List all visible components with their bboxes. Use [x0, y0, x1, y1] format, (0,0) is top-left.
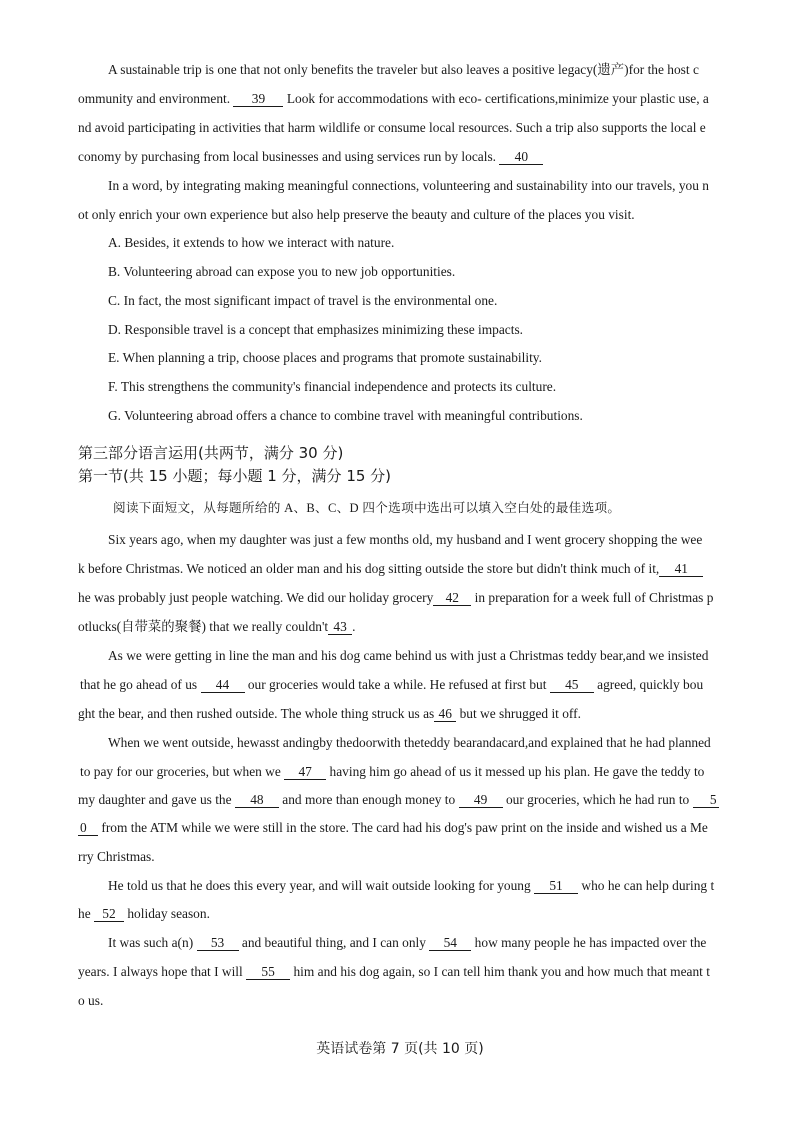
text: and more than enough money to	[282, 792, 456, 807]
text: from the ATM while we were still in the store. The card had his dog's paw print on the inside and wished us a Me	[101, 820, 708, 835]
text: our groceries, which he had run to	[505, 792, 690, 807]
text: conomy by purchasing from local businesses and using services run by locals.	[78, 149, 496, 164]
story-line	[78, 820, 728, 836]
text: o us.	[78, 993, 104, 1008]
story-line	[108, 735, 728, 751]
blank-54[interactable]: 54	[429, 936, 471, 951]
option-g: G. Volunteering abroad offers a chance to combine travel with meaningful contributions.	[108, 408, 583, 423]
text: As we were getting in line the man and his dog came behind us with just a Christmas teddy bear,and we insisted	[108, 648, 709, 663]
text: otlucks(自带菜的聚餐) that we really couldn't	[78, 619, 329, 634]
blank-41[interactable]: 41	[659, 562, 703, 577]
blank-46[interactable]: 46	[434, 707, 456, 722]
subsection-heading: 第一节(共 15 小题；每小题 1 分，满分 15 分)	[78, 467, 392, 485]
text: him and his dog again, so I can tell him thank you and how much that meant t	[293, 964, 710, 979]
story-line	[78, 590, 728, 606]
passage-line	[108, 62, 728, 78]
option-f: F. This strengthens the community's financial independence and protects its culture.	[108, 379, 557, 394]
text: .	[352, 619, 356, 634]
text: rry Christmas.	[78, 849, 155, 864]
blank-40[interactable]: 40	[499, 150, 543, 165]
text: ght the bear, and then rushed outside. The whole thing struck us as	[78, 706, 435, 721]
story-line	[108, 532, 728, 548]
story-line	[78, 619, 728, 635]
story-line	[78, 849, 728, 865]
passage-line	[78, 120, 728, 136]
page-footer: 英语试卷第 7 页(共 10 页)	[316, 1041, 484, 1057]
text: in preparation for a week full of Christmas p	[474, 590, 714, 605]
story-line	[78, 993, 728, 1009]
text: ommunity and environment.	[78, 91, 231, 106]
option-a: A. Besides, it extends to how we interact with nature.	[108, 235, 395, 250]
text: our groceries would take a while. He refused at first but	[247, 677, 547, 692]
text: It was such a(n)	[108, 935, 194, 950]
text: that he go ahead of us	[80, 677, 198, 692]
blank-51[interactable]: 51	[534, 879, 578, 894]
text: In a word, by integrating making meaningful connections, volunteering and sustainability into our travels, you n	[108, 178, 709, 193]
story-line	[108, 878, 728, 894]
blank-55[interactable]: 55	[246, 965, 290, 980]
text: he	[78, 906, 91, 921]
text: A sustainable trip is one that not only benefits the traveler but also leaves a positive legacy(遗产)for the host c	[108, 62, 699, 77]
blank-44[interactable]: 44	[201, 678, 245, 693]
text: and beautiful thing, and I can only	[241, 935, 426, 950]
blank-48[interactable]: 48	[235, 793, 279, 808]
text: ot only enrich your own experience but also help preserve the beauty and culture of the places you visit.	[78, 207, 635, 222]
option-d: D. Responsible travel is a concept that emphasizes minimizing these impacts.	[108, 322, 524, 337]
blank-50-part2[interactable]: 0	[78, 821, 98, 836]
text: holiday season.	[127, 906, 210, 921]
blank-45[interactable]: 45	[550, 678, 594, 693]
story-line	[78, 706, 728, 722]
blank-49[interactable]: 49	[459, 793, 503, 808]
text: Six years ago, when my daughter was just a few months old, my husband and I went grocery shopping the wee	[108, 532, 703, 547]
passage-line	[78, 149, 728, 165]
story-line	[78, 906, 728, 922]
text: He told us that he does this every year, and will wait outside looking for young	[108, 878, 531, 893]
blank-43[interactable]: 43	[328, 620, 352, 635]
blank-42[interactable]: 42	[433, 591, 471, 606]
blank-53[interactable]: 53	[197, 936, 239, 951]
blank-50-part1[interactable]: 5	[693, 793, 719, 808]
story-line	[108, 935, 728, 951]
blank-39[interactable]: 39	[233, 92, 283, 107]
story-line	[80, 764, 730, 780]
text: k before Christmas. We noticed an older man and his dog sitting outside the store but didn't think much of it,	[78, 561, 660, 576]
text: agreed, quickly bou	[597, 677, 704, 692]
text: to pay for our groceries, but when we	[80, 764, 281, 779]
text: but we shrugged it off.	[459, 706, 581, 721]
story-line	[78, 792, 728, 808]
text: he was probably just people watching. We did our holiday grocery	[78, 590, 434, 605]
section-heading: 第三部分语言运用(共两节，满分 30 分)	[78, 444, 344, 462]
text: my daughter and gave us the	[78, 792, 232, 807]
option-c: C. In fact, the most significant impact of travel is the environmental one.	[108, 293, 498, 308]
story-line	[78, 964, 728, 980]
blank-47[interactable]: 47	[284, 765, 326, 780]
blank-52[interactable]: 52	[94, 907, 124, 922]
instruction: 阅读下面短文，从每题所给的 A、B、C、D 四个选项中选出可以填入空白处的最佳选项。	[113, 501, 621, 515]
text: who he can help during t	[581, 878, 715, 893]
text: how many people he has impacted over the	[474, 935, 707, 950]
story-line	[80, 677, 730, 693]
story-line	[78, 561, 728, 577]
passage-line	[78, 207, 728, 223]
text: nd avoid participating in activities that harm wildlife or consume local resources. Such a trip also supports the local e	[78, 120, 706, 135]
text: years. I always hope that I will	[78, 964, 243, 979]
option-e: E. When planning a trip, choose places and programs that promote sustainability.	[108, 350, 542, 365]
passage-line	[108, 178, 728, 194]
passage-line	[78, 91, 728, 107]
story-line	[108, 648, 728, 664]
text: When we went outside, hewasst andingby thedoorwith theteddy bearandacard,and explained that he had planned	[108, 735, 711, 750]
option-b: B. Volunteering abroad can expose you to new job opportunities.	[108, 264, 456, 279]
text: having him go ahead of us it messed up his plan. He gave the teddy to	[329, 764, 705, 779]
text: Look for accommodations with eco- certifications,minimize your plastic use, a	[286, 91, 709, 106]
